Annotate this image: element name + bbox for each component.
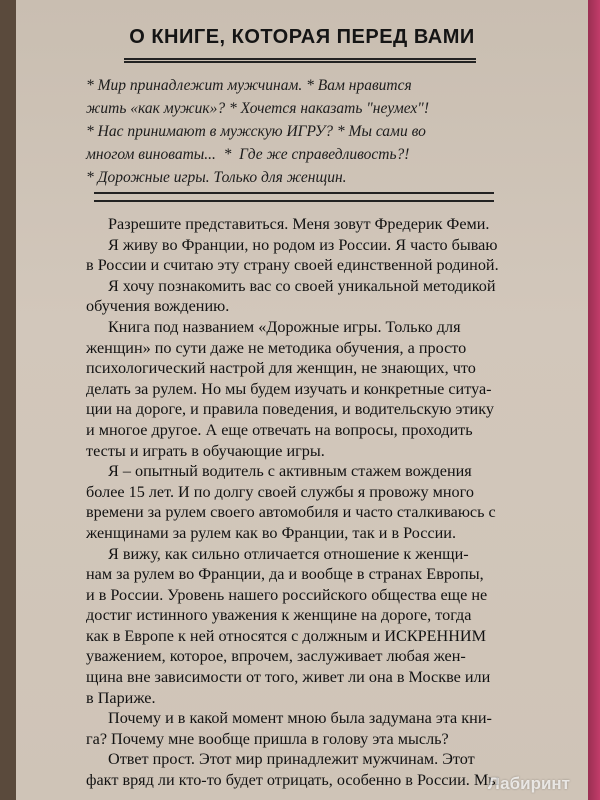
body-line: в Париже. bbox=[86, 688, 156, 707]
body-line: психологический настрой для женщин, не знающих, что bbox=[86, 359, 476, 378]
body-line: Я хочу познакомить вас со своей уникальной методикой bbox=[108, 276, 496, 295]
body-line: и в России. Уровень нашего российского общества еще не bbox=[86, 585, 488, 604]
epigraph bbox=[86, 74, 506, 189]
body-line: га? Почему мне вообще пришла в голову эта мысль? bbox=[86, 729, 449, 748]
epigraph-rule bbox=[94, 192, 494, 202]
epigraph-line: жить «как мужик»? * Хочется наказать "неумех"! bbox=[86, 100, 429, 117]
chapter-title: О КНИГЕ, КОТОРАЯ ПЕРЕД ВАМИ bbox=[129, 26, 475, 48]
body-line: Я живу во Франции, но родом из России. Я часто бываю bbox=[108, 235, 498, 254]
body-text bbox=[86, 214, 536, 791]
body-line: и многое другое. А еще отвечать на вопросы, проходить bbox=[86, 420, 473, 439]
body-line: щина вне зависимости от того, живет ли она в Москве или bbox=[86, 668, 491, 687]
book-cover-edge bbox=[588, 0, 600, 800]
body-line: обучения вождению. bbox=[86, 297, 230, 316]
book-page bbox=[16, 0, 588, 800]
body-line: женщинами за рулем как во Франции, так и в России. bbox=[86, 523, 456, 542]
epigraph-line: многом виноваты... * Где же справедливость?! bbox=[86, 146, 410, 163]
epigraph-line: * Мир принадлежит мужчинам. * Вам нравится bbox=[86, 77, 412, 94]
body-line: ции на дороге, и правила поведения, и водительскую этику bbox=[86, 400, 494, 419]
body-line: Почему и в какой момент мною была задумана эта кни- bbox=[108, 709, 492, 728]
body-line: Разрешите представиться. Меня зовут Фредерик Феми. bbox=[108, 215, 490, 233]
epigraph-line: * Дорожные игры. Только для женщин. bbox=[86, 169, 347, 186]
body-line: времени за рулем своего автомобиля и часто сталкиваюсь с bbox=[86, 503, 496, 522]
watermark-logo: Лабиринт bbox=[487, 774, 570, 793]
body-line: женщин» по сути даже не методика обучения, а просто bbox=[86, 338, 467, 357]
body-line: уважением, которое, впрочем, заслуживает любая жен- bbox=[86, 647, 466, 666]
body-line: Я – опытный водитель с активным стажем вождения bbox=[108, 462, 472, 481]
body-line: Ответ прост. Этот мир принадлежит мужчинам. Этот bbox=[108, 750, 475, 769]
body-line: как в Европе к ней относятся с должным и ИСКРЕННИМ bbox=[86, 626, 486, 645]
body-line: Я вижу, как сильно отличается отношение к женщи- bbox=[108, 544, 469, 563]
body-line: делать за рулем. Но мы будем изучать и конкретные ситуа- bbox=[86, 379, 492, 398]
body-line: Книга под названием «Дорожные игры. Только для bbox=[108, 317, 461, 336]
body-line: факт вряд ли кто-то будет отрицать, особенно в России. Мы bbox=[86, 771, 500, 790]
body-line: тесты и играть в обучающие игры. bbox=[86, 441, 325, 460]
body-line: более 15 лет. И по долгу своей службы я провожу много bbox=[86, 482, 474, 501]
epigraph-line: * Нас принимают в мужскую ИГРУ? * Мы сами во bbox=[86, 123, 426, 140]
body-line: достиг истинного уважения к женщине на дороге, тогда bbox=[86, 606, 472, 625]
body-line: нам за рулем во Франции, да и вообще в странах Европы, bbox=[86, 565, 484, 584]
body-line: в России и считаю эту страну своей единственной родиной. bbox=[86, 256, 499, 275]
title-rule bbox=[124, 58, 476, 63]
